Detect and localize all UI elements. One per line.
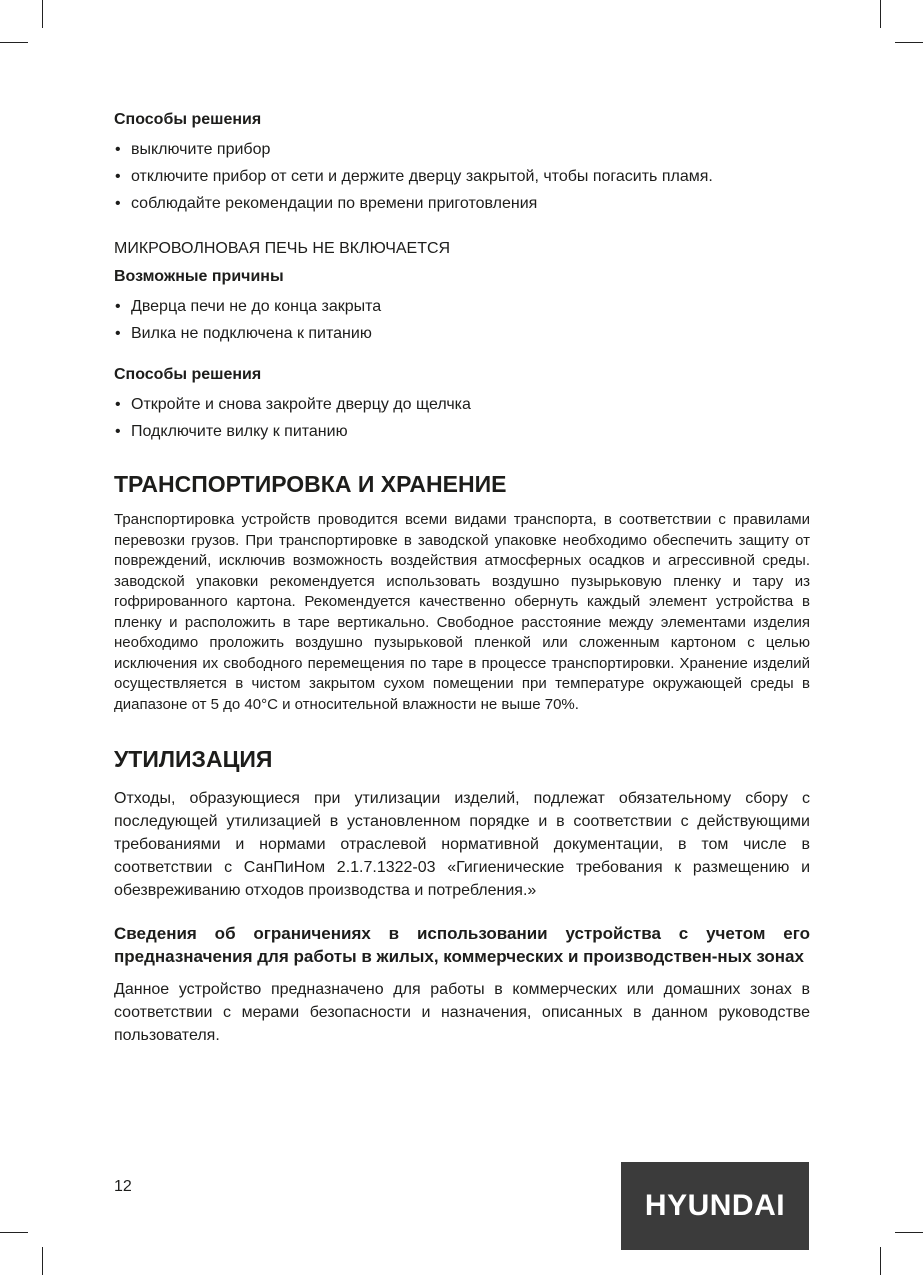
hyundai-logo (621, 1162, 809, 1250)
restrictions-text: Данное устройство предназначено для работы в коммерческих или домашних зонах в соответствии с мерами безопасности и назначения, описанных в данном руководстве пользователя. (114, 981, 810, 1044)
restrictions-heading: Сведения об ограничениях в использовании устройства с учетом его предназначения для работы в жилых, коммерческих и производствен-ных зонах (114, 924, 810, 966)
solutions-heading: Способы решения (114, 111, 262, 128)
crop-mark (42, 0, 43, 28)
causes-heading: Возможные причины (114, 268, 284, 285)
solutions-list (114, 136, 810, 217)
list-item: • Подключите вилку к питанию (114, 418, 810, 445)
list-item: • выключите прибор (114, 136, 810, 163)
causes-list (114, 293, 810, 347)
page-content (114, 110, 810, 1047)
transport-text: Транспортировка устройств проводится всеми видами транспорта, в соответствии с правилами перевозки грузов. При транспортировке в заводской упаковке необходимо обеспечить защиту от повреждений, исключив возможность воздействия атмосферных осадков и агрессивной среды. заводской упаковки рекомендуется использовать воздушно пузырьковую пленку и тару из гофрированного картона. Рекомендуется качественно обернуть каждый элемент устройства в пленку и расположить в таре вертикально. Свободное расстояние между элементами изделия необходимо проложить воздушно пузырьковой пленкой или сложенным картоном с целью исключения их свободного перемещения по таре в процессе транспортировки. Хранение изделий осуществляется в чистом закрытом сухом помещении при температуре окружающей среды в диапазоне от 5 до 40°C и относительной влажности не выше 70%. (114, 511, 810, 713)
crop-mark (0, 42, 28, 43)
list-item: • соблюдайте рекомендации по времени приготовления (114, 190, 810, 217)
crop-mark (880, 0, 881, 28)
problem-title: МИКРОВОЛНОВАЯ ПЕЧЬ НЕ ВКЛЮЧАЕТСЯ (114, 240, 451, 257)
disposal-heading: УТИЛИЗАЦИЯ (114, 746, 273, 772)
crop-mark (895, 1232, 923, 1233)
page-number: 12 (114, 1178, 132, 1195)
solutions-heading-2: Способы решения (114, 366, 262, 383)
crop-mark (880, 1247, 881, 1275)
logo-text: HYUNDAI (644, 1189, 786, 1222)
crop-mark (0, 1232, 28, 1233)
transport-heading: ТРАНСПОРТИРОВКА И ХРАНЕНИЕ (114, 471, 507, 497)
solutions-list-2 (114, 391, 810, 445)
list-item: • Откройте и снова закройте дверцу до щелчка (114, 391, 810, 418)
crop-mark (42, 1247, 43, 1275)
crop-mark (895, 42, 923, 43)
list-item: • Дверца печи не до конца закрыта (114, 293, 810, 320)
list-item: • отключите прибор от сети и держите дверцу закрытой, чтобы погасить пламя. (114, 163, 810, 190)
disposal-text: Отходы, образующиеся при утилизации изделий, подлежат обязательному сбору с последующей утилизацией в установленном порядке и в соответствии с действующими требованиями и нормами отраслевой нормативной документации, в том числе в соответствии с СанПиНом 2.1.7.1322-03 «Гигиенические требования к размещению и обезвреживанию отходов производства и потребления.» (114, 790, 810, 899)
list-item: • Вилка не подключена к питанию (114, 320, 810, 347)
